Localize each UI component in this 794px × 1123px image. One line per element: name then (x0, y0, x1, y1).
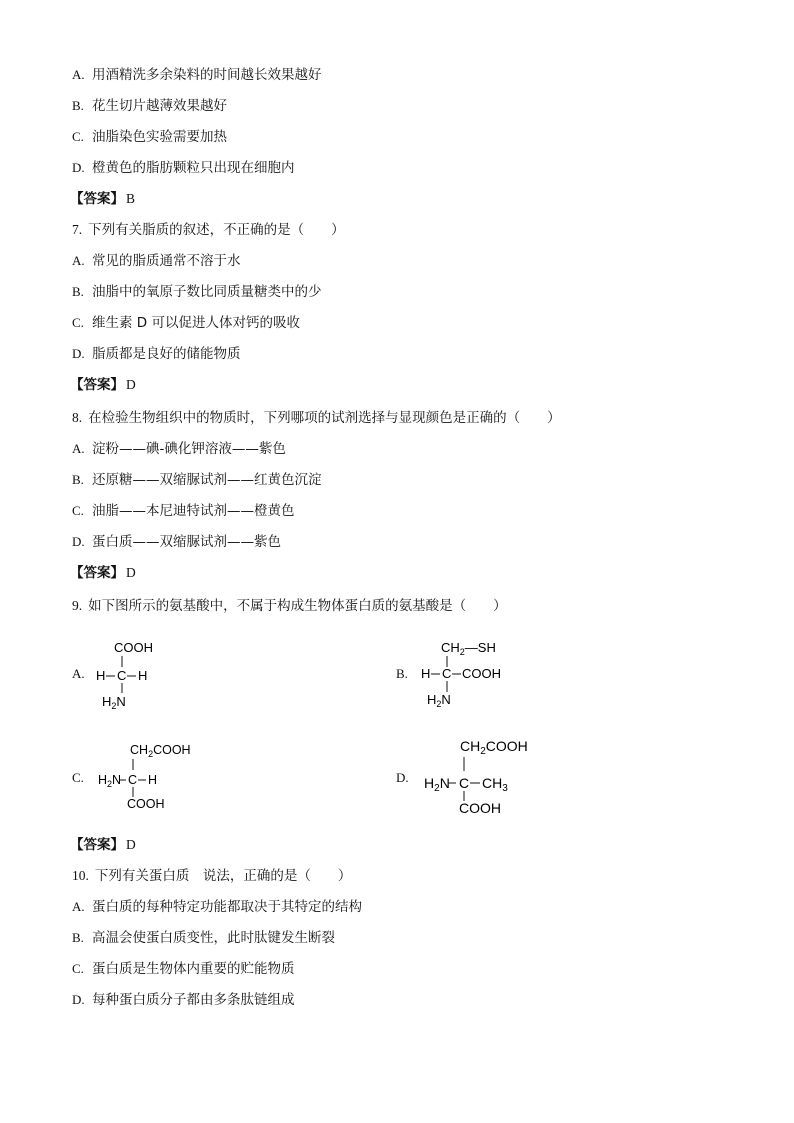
q9-structure-d-amine: $H_2N$ (424, 775, 450, 794)
q7-stem: 7. 下列有关脂质的叙述，不正确的是（ ） (72, 222, 345, 238)
svg-text:C: C (459, 775, 470, 791)
q10-option-a: A. 蛋白质的每种特定功能都取决于其特定的结构 (72, 899, 362, 915)
q6-option-b: B. 花生切片越薄效果越好 (72, 98, 227, 114)
q6-option-d: D. 橙黄色的脂肪颗粒只出现在细胞内 (72, 160, 295, 176)
q8-option-b: B. 还原糖——双缩脲试剂——红黄色沉淀 (72, 472, 322, 488)
q9-structure-b-amine: $H_2N$ (427, 692, 451, 709)
q10-option-d: D. 每种蛋白质分子都由多条肽链组成 (72, 992, 295, 1008)
q8-stem: 8. 在检验生物组织中的物质时，下列哪项的试剂选择与显现颜色是正确的（ ） (72, 410, 561, 426)
q9-stem: 9. 如下图所示的氨基酸中，不属于构成生物体蛋白质的氨基酸是（ ） (72, 598, 507, 614)
q9-structure-d-side-chain: $CH_2COOH$ (460, 738, 528, 757)
q9-structure-c-side-chain: $CH_2COOH$ (130, 743, 191, 759)
q9-structure-b-label: B. (396, 666, 408, 681)
svg-text:H: H (138, 668, 148, 683)
q8-option-c: C. 油脂——本尼迪特试剂——橙黄色 (72, 503, 295, 519)
q9-structure-c (90, 738, 200, 818)
q9-structure-a-label: A. (72, 666, 85, 681)
q9-structure-c-label: C. (72, 770, 84, 785)
svg-text:COOH: COOH (459, 800, 501, 816)
q10-stem: 10. 下列有关蛋白质 说法，正确的是（ ） (72, 868, 352, 884)
q6-option-a: A. 用酒精洗多余染料的时间越长效果越好 (72, 67, 322, 83)
svg-text:COOH: COOH (462, 666, 501, 681)
svg-text:H: H (421, 666, 431, 681)
q9-structure-c-amine: $H_2N$ (98, 773, 122, 789)
q10-option-c: C. 蛋白质是生物体内重要的贮能物质 (72, 961, 295, 977)
svg-text:H: H (96, 668, 106, 683)
q8-option-d: D. 蛋白质——双缩脲试剂——紫色 (72, 534, 281, 550)
q9-structure-a (90, 636, 170, 716)
q9-structure-d (418, 734, 538, 822)
q9-structure-b (415, 636, 515, 716)
svg-text:COOH: COOH (127, 797, 165, 811)
q9-structure-b-side-chain: $CH_2—SH$ (441, 640, 496, 657)
q9-structure-a-amine: $H_2N$ (102, 694, 126, 711)
q8-option-a: A. 淀粉——碘-碘化钾溶液——紫色 (72, 441, 286, 457)
svg-text:C: C (128, 773, 138, 787)
q9-answer: 【答案】 D (70, 837, 136, 853)
q8-answer: 【答案】 D (70, 565, 136, 581)
q7-option-a: A. 常见的脂质通常不溶于水 (72, 253, 241, 269)
q9-structure-d-methyl: $CH_3$ (482, 775, 508, 794)
svg-text:COOH: COOH (114, 640, 153, 655)
svg-text:H: H (148, 773, 158, 787)
q7-option-d: D. 脂质都是良好的储能物质 (72, 346, 241, 362)
q9-structure-d-label: D. (396, 770, 409, 785)
svg-text:C: C (117, 668, 127, 683)
q7-option-b: B. 油脂中的氧原子数比同质量糖类中的少 (72, 284, 322, 300)
q10-option-b: B. 高温会使蛋白质变性，此时肽键发生断裂 (72, 930, 335, 946)
svg-text:C: C (442, 666, 452, 681)
q7-option-c: C. 维生素 D 可以促进人体对钙的吸收 (72, 315, 300, 331)
q6-answer: 【答案】 B (70, 191, 136, 207)
q7-answer: 【答案】 D (70, 377, 136, 393)
q6-option-c: C. 油脂染色实验需要加热 (72, 129, 227, 145)
